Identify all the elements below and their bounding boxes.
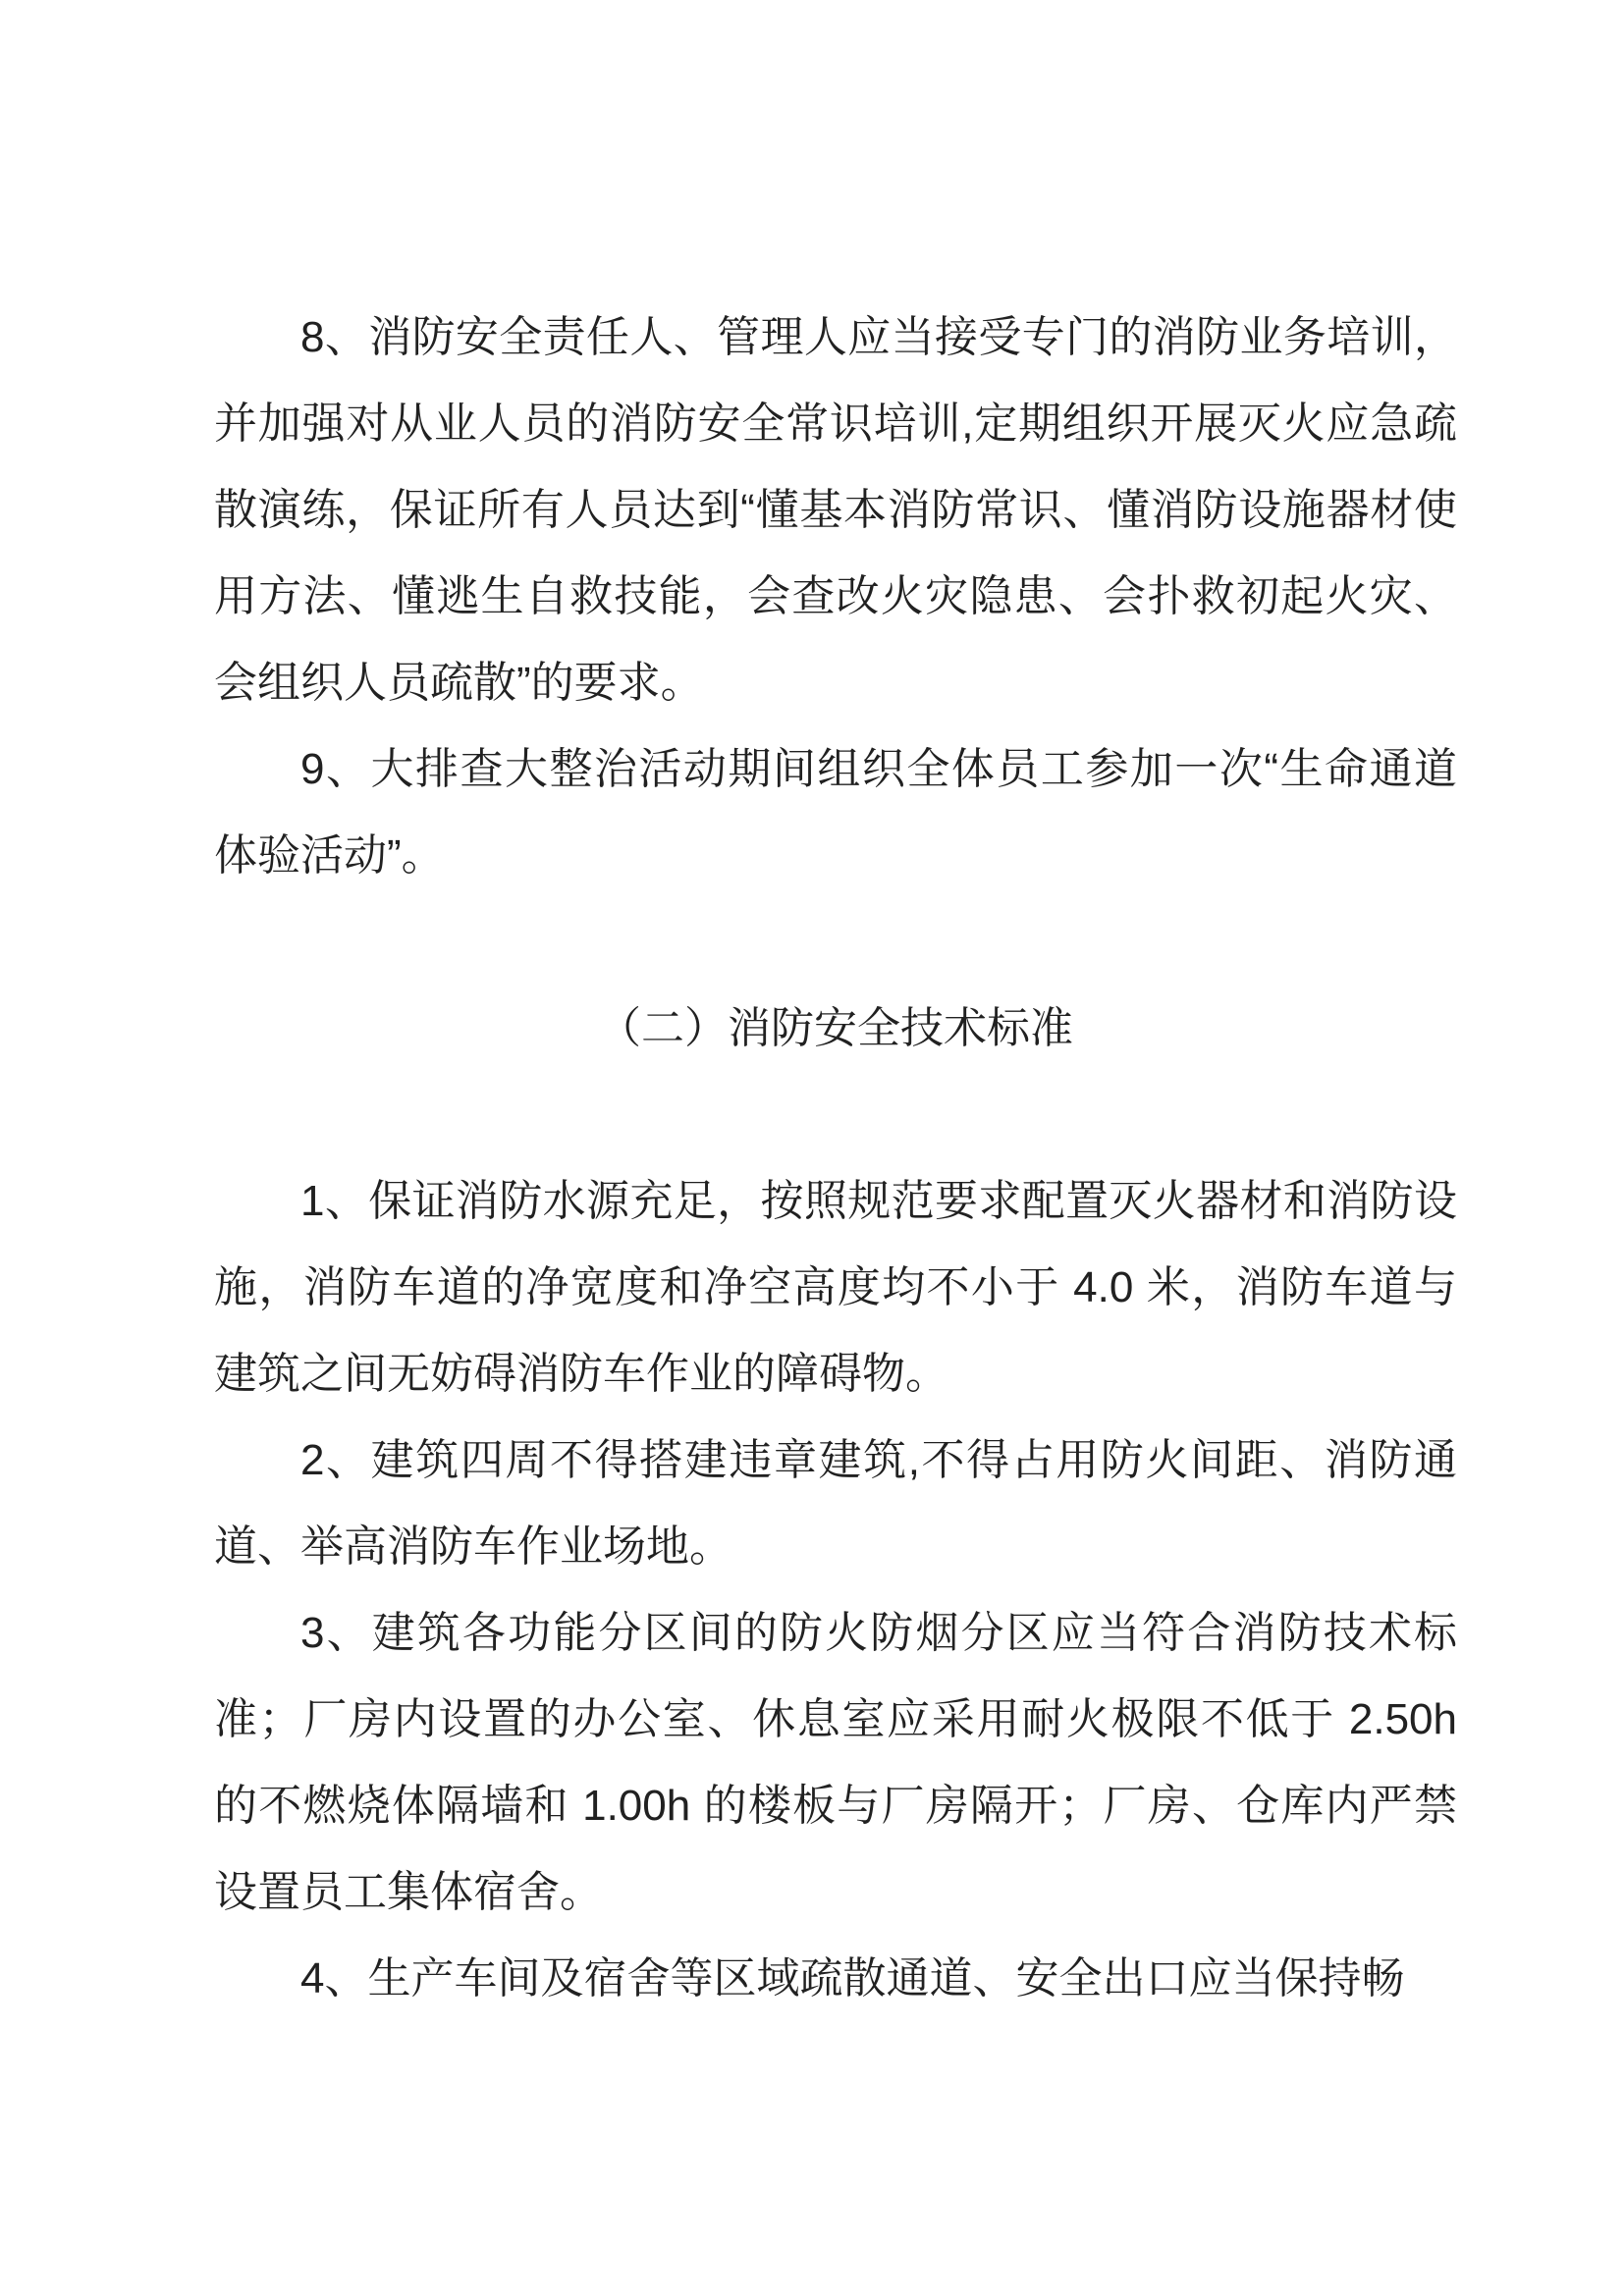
paragraph-1: 1、保证消防水源充足，按照规范要求配置灭火器材和消防设施，消防车道的净宽度和净空高度均不小于 4.0 米，消防车道与建筑之间无妨碍消防车作业的障碍物。 bbox=[214, 1177, 1457, 1398]
section-heading: （二）消防安全技术标准 bbox=[598, 1004, 1073, 1052]
paragraph-4: 4、生产车间及宿舍等区域疏散通道、安全出口应当保持畅 bbox=[300, 1954, 1405, 2002]
paragraph-9: 9、大排查大整治活动期间组织全体员工参加一次“生命通道体验活动”。 bbox=[214, 745, 1457, 880]
paragraph-8: 8、消防安全责任人、管理人应当接受专门的消防业务培训，并加强对从业人员的消防安全常识培训,定期组织开展灭火应急疏散演练，保证所有人员达到“懂基本消防常识、懂消防设施器材使用方法、懂逃生自救技能，会查改火灾隐患、会扑救初起火灾、会组织人员疏散”的要求。 bbox=[214, 313, 1457, 707]
paragraph-2: 2、建筑四周不得搭建违章建筑,不得占用防火间距、消防通道、举高消防车作业场地。 bbox=[214, 1436, 1457, 1571]
paragraph-3: 3、建筑各功能分区间的防火防烟分区应当符合消防技术标准；厂房内设置的办公室、休息室应采用耐火极限不低于 2.50h 的不燃烧体隔墙和 1.00h 的楼板与厂房隔开；厂房、仓库内严禁设置员工集体宿舍。 bbox=[214, 1609, 1457, 1916]
